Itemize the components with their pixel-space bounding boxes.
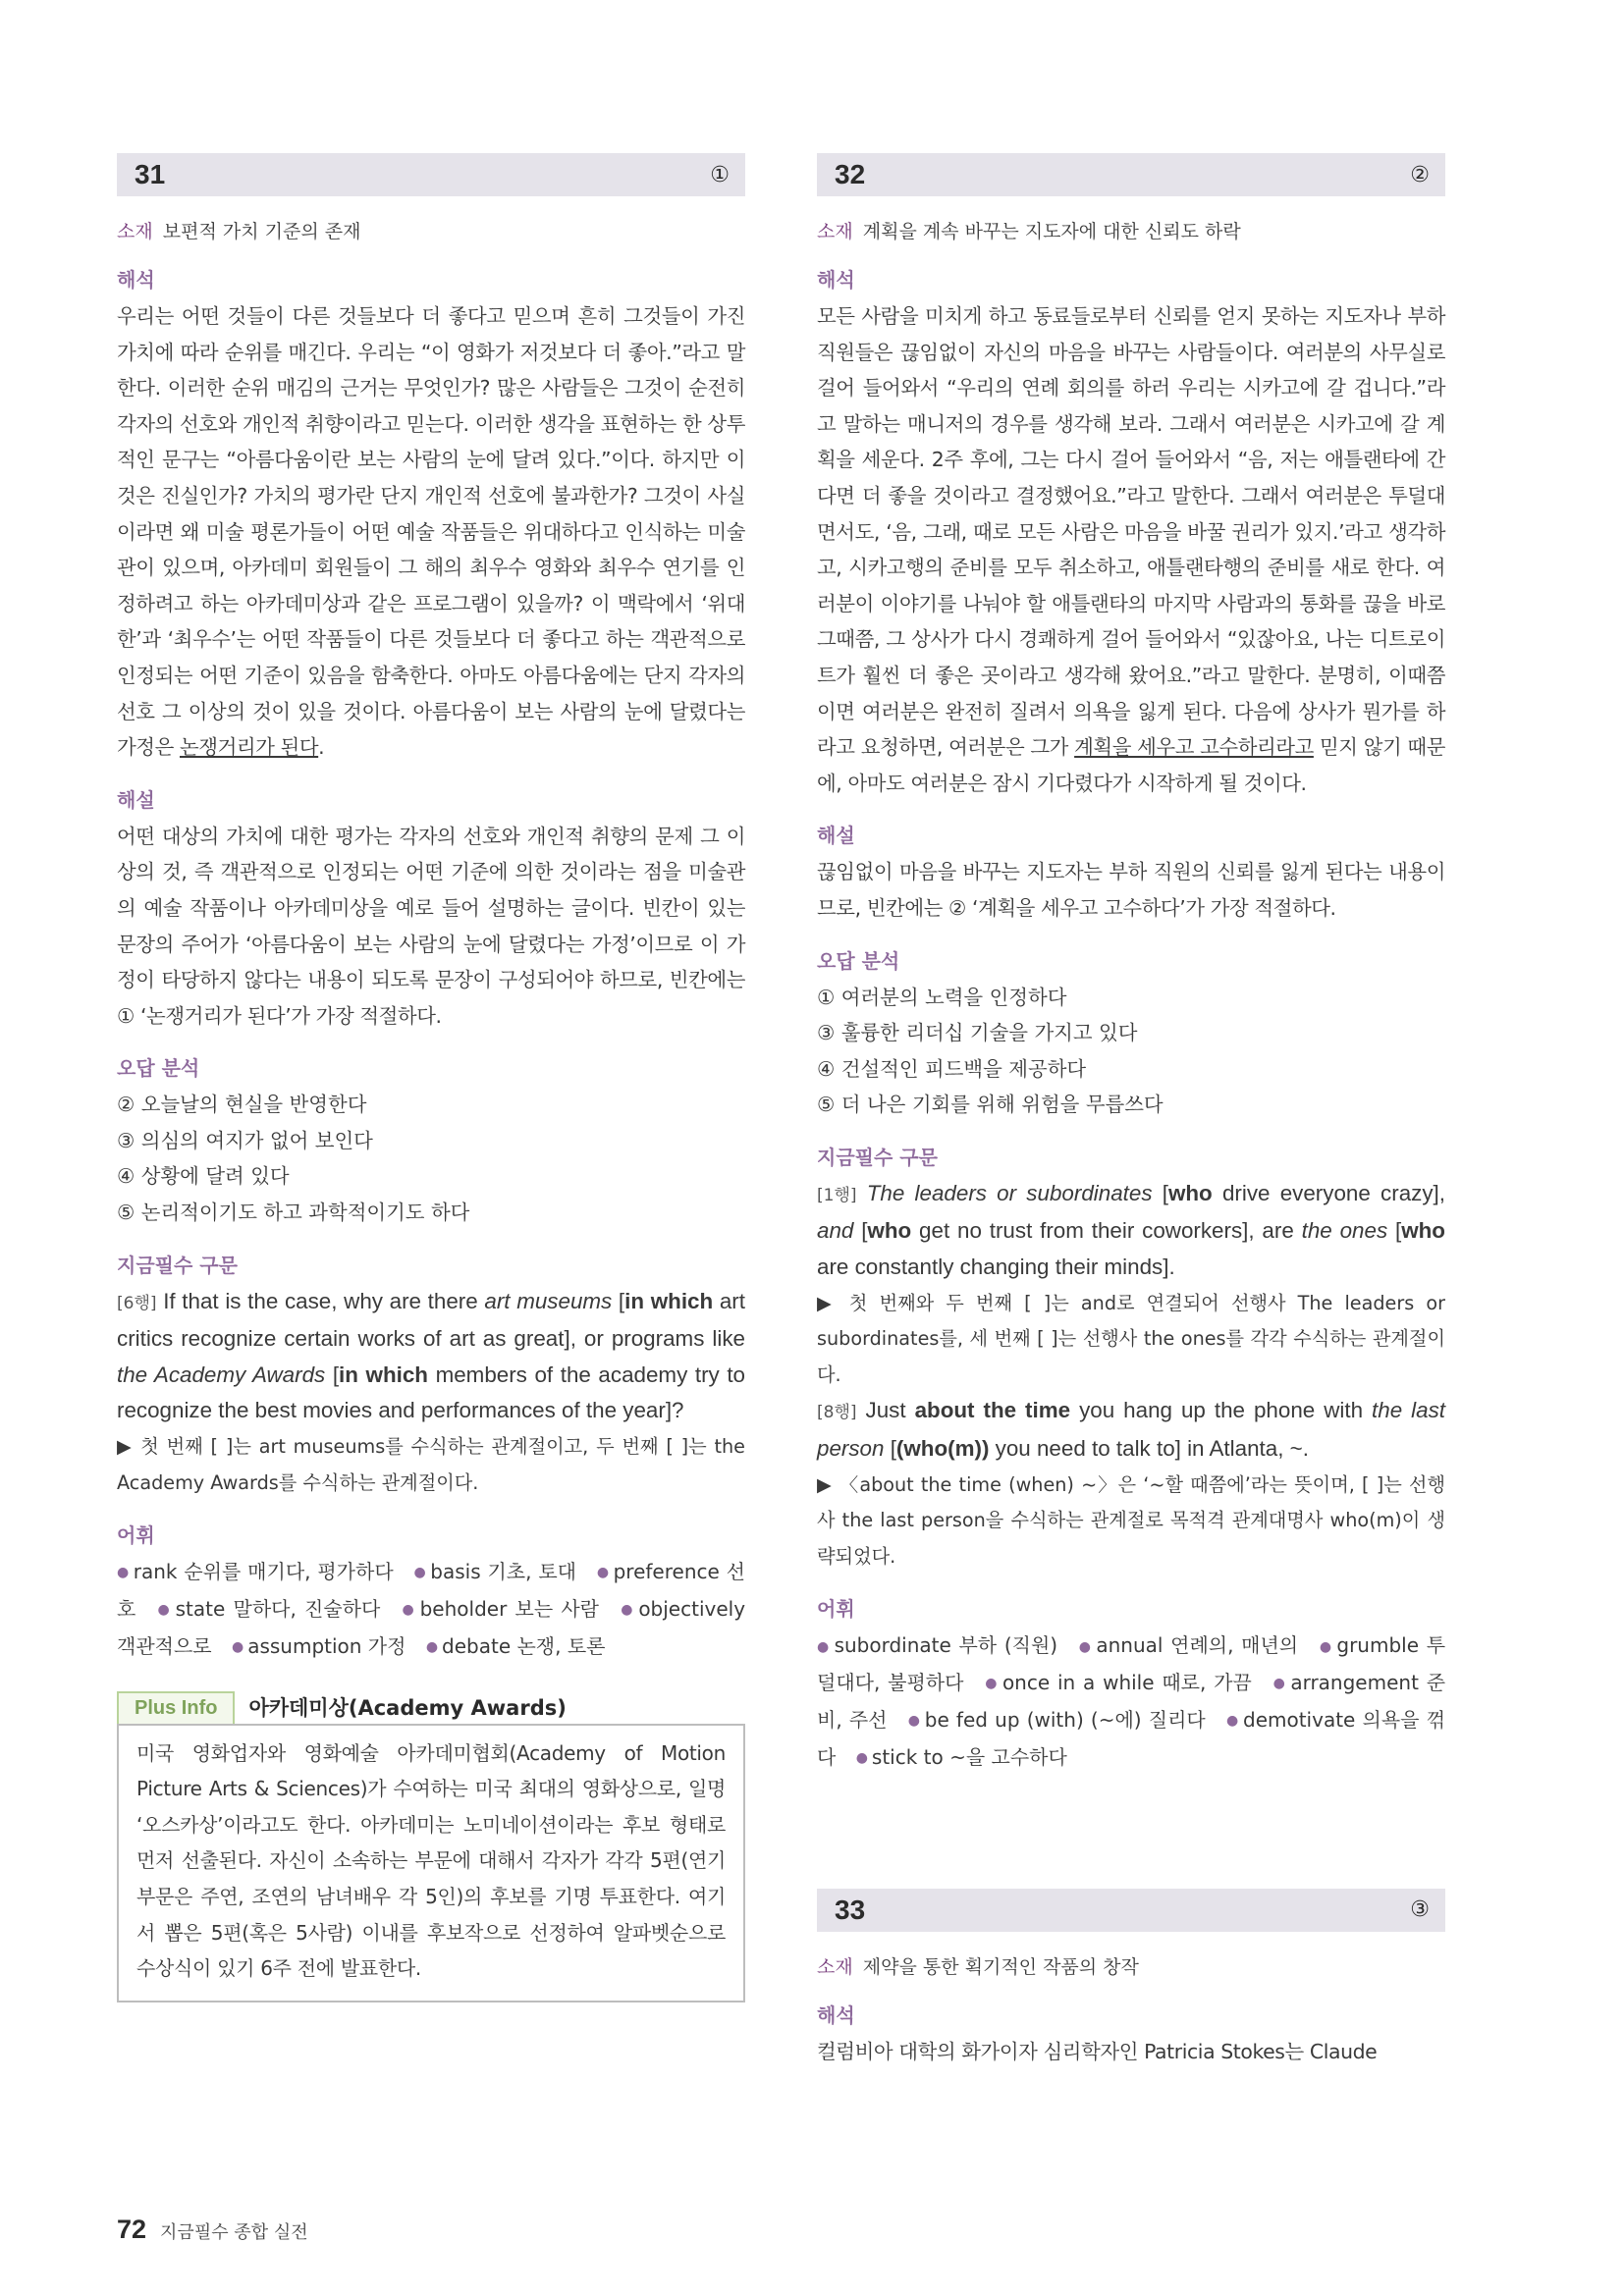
question-number: 32 xyxy=(835,159,866,189)
wrong-answer-heading: 오답 분석 xyxy=(817,948,900,973)
explanation-text: 어떤 대상의 가치에 대한 평가는 각자의 선호와 개인적 취향의 문제 그 이상의 것, 즉 객관적으로 인정되는 어떤 기준에 의한 것이라는 점을 미술관의 예술 작품이나 아카데미상을 예로 들어 설명하는 글이다. 빈칸이 있는 문장의 주어가 ‘아름다움이 보는 사람의 눈에 달렸다는 가정’이므로 이 가정이 타당하지 않다는 내용이 되도록 문장이 구성되어야 하므로, 빈칸에는 ① ‘논쟁거리가 된다’가 가장 적절하다. xyxy=(117,824,745,1028)
vocab-heading: 어휘 xyxy=(817,1597,855,1622)
plus-info-header xyxy=(117,1691,745,1724)
plus-info-box xyxy=(117,1691,745,2002)
list-item: ④ 건설적인 피드백을 제공하다 xyxy=(817,1056,1087,1081)
answer-mark: ① xyxy=(710,162,730,187)
topic-line xyxy=(817,1953,1445,1981)
syntax-note: ▶ 첫 번째 [ ]는 art museums를 수식하는 관계절이고, 두 번째 [ ]는 the Academy Awards를 수식하는 관계절이다. xyxy=(117,1435,745,1494)
translation-text: 컬럼비아 대학의 화가이자 심리학자인 Patricia Stokes는 Claude xyxy=(817,2039,1378,2063)
plus-info-body: 미국 영화업자와 영화예술 아카데미협회(Academy of Motion Picture Arts & Sciences)가 수여하는 미국 최대의 영화상으로, 일명 ‘오스카상’이라고도 한다. 아카데미는 노미네이션이라는 후보 형태로 먼저 선출된다. 자신이 소속하는 부문에 대해서 각자가 각각 5편(연기 부문은 주연, 조연의 남녀배우 각 5인)의 후보를 기명 투표한다. 여기서 뽑은 5편(혹은 5사람) 이내를 후보작으로 선정하여 알파벳순으로 수상식이 있기 6주 전에 발표한다. xyxy=(117,1724,745,2002)
book-title: 지금필수 종합 실전 xyxy=(160,2222,308,2243)
vocab-item: ● assumption 가정 xyxy=(231,1633,406,1658)
question-32-header xyxy=(817,153,1445,196)
vocab-item: ● grumble 투덜대다, 불평하다 xyxy=(817,1633,1446,1695)
topic-text: 계획을 계속 바꾸는 지도자에 대한 신뢰도 하락 xyxy=(862,221,1241,242)
wrong-answer-heading: 오답 분석 xyxy=(117,1056,200,1081)
topic-text: 제약을 통한 획기적인 작품의 창작 xyxy=(862,1955,1139,1978)
syntax-heading: 지금필수 구문 xyxy=(117,1253,238,1277)
list-item: ③ 의심의 여지가 없어 보인다 xyxy=(117,1128,373,1152)
wrong-answer-list xyxy=(117,1087,745,1230)
topic-tag: 소재 xyxy=(817,1955,853,1978)
vocab-list xyxy=(817,1628,1445,1776)
syntax-sentence: [6행] If that is the case, why are there art museums [in which art critics recognize certain works of art as great], or programs like the Academy Awards [in which members of the academy try to recognize the best movies and performances of the year]? xyxy=(117,1288,745,1423)
vocab-item: ● basis 기초, 토대 xyxy=(413,1560,576,1584)
wrong-answer-list xyxy=(817,980,1445,1123)
vocab-item: ● rank 순위를 매기다, 평가하다 xyxy=(117,1560,394,1584)
vocab-heading: 어휘 xyxy=(117,1523,155,1548)
blank-answer-underline: 계획을 세우고 고수하리라고 xyxy=(1074,735,1314,760)
vocab-item: ● state 말하다, 진술하다 xyxy=(157,1597,381,1622)
explanation-heading: 해설 xyxy=(817,824,855,848)
translation-text: 모든 사람을 미치게 하고 동료들로부터 신뢰를 얻지 못하는 지도자나 부하 직원들은 끊임없이 자신의 마음을 바꾸는 사람들이다. 여러분의 사무실로 걸어 들어와서 “우리의 연례 회의를 하러 우리는 시카고에 갈 겁니다.”라고 말하는 매니저의 경우를 생각해 보라. 그래서 여러분은 시카고에 갈 계획을 세운다. 2주 후에, 그는 다시 걸어 들어와서 “음, 저는 애틀랜타에 간다면 더 좋을 것이라고 결정했어요.”라고 말한다. 그래서 여러분은 투덜대면서도, ‘음, 그래, 때로 모든 사람은 마음을 바꿀 권리가 있지.’라고 생각하고, 시카고행의 준비를 모두 취소하고, 애틀랜타행의 준비를 새로 한다. 여러분이 이야기를 나눠야 할 애틀랜타의 마지막 사람과의 통화를 끊을 바로 그때쯤, 그 상사가 다시 경쾌하게 걸어 들어와서 “있잖아요, 나는 디트로이트가 훨씬 더 좋은 곳이라고 생각해 왔어요.”라고 말한다. 분명히, 이때쯤이면 여러분은 완전히 질려서 의욕을 잃게 된다. 다음에 상사가 뭔가를 하라고 요청하면, 여러분은 그가 계획을 세우고 고수하리라고 믿지 않기 때문에, 아마도 여러분은 잠시 기다렸다가 시작하게 될 것이다. xyxy=(817,304,1446,795)
topic-line xyxy=(117,218,745,245)
topic-tag: 소재 xyxy=(817,221,853,242)
translation-heading: 해석 xyxy=(117,268,155,292)
vocab-item: ● subordinate 부하 (직원) xyxy=(817,1633,1058,1658)
right-column xyxy=(817,153,1445,2069)
vocab-item: ● debate 논쟁, 토론 xyxy=(425,1633,606,1658)
list-item: ③ 훌륭한 리더십 기술을 가지고 있다 xyxy=(817,1021,1138,1045)
explanation-text: 끊임없이 마음을 바꾸는 지도자는 부하 직원의 신뢰를 잃게 된다는 내용이므로, 빈칸에는 ② ‘계획을 세우고 고수하다’가 가장 적절하다. xyxy=(817,860,1445,920)
question-33-header xyxy=(817,1889,1445,1932)
topic-text: 보편적 가치 기준의 존재 xyxy=(162,221,361,242)
vocab-list xyxy=(117,1554,745,1665)
blank-answer-underline: 논쟁거리가 된다 xyxy=(179,735,319,760)
list-item: ① 여러분의 노력을 인정하다 xyxy=(817,985,1067,1009)
vocab-item: ● stick to ~을 고수하다 xyxy=(855,1744,1067,1769)
plus-info-title: 아카데미상(Academy Awards) xyxy=(248,1696,567,1721)
question-33-section xyxy=(817,1889,1445,2070)
translation-text: 우리는 어떤 것들이 다른 것들보다 더 좋다고 믿으며 흔히 그것들이 가진 가치에 따라 순위를 매긴다. 우리는 “이 영화가 저것보다 더 좋아.”라고 말한다. 이러한 순위 매김의 근거는 무엇인가? 많은 사람들은 그것이 순전히 각자의 선호와 개인적 취향이라고 믿는다. 이러한 생각을 표현하는 한 상투적인 문구는 “아름다움이란 보는 사람의 눈에 달려 있다.”이다. 하지만 이것은 진실인가? 가치의 평가란 단지 개인적 선호에 불과한가? 그것이 사실이라면 왜 미술 평론가들이 어떤 예술 작품들은 위대하다고 인식하는 미술관이 있으며, 아카데미 회원들이 그 해의 최우수 영화와 최우수 연기를 인정하려고 하는 아카데미상과 같은 프로그램이 있을까? 이 맥락에서 ‘위대한’과 ‘최우수’는 어떤 작품들이 다른 것들보다 더 좋다고 하는 객관적으로 인정되는 어떤 기준이 있음을 함축한다. 아마도 아름다움에는 단지 각자의 선호 그 이상의 것이 있을 것이다. 아름다움이 보는 사람의 눈에 달렸다는 가정은 논쟁거리가 된다. xyxy=(117,304,745,760)
answer-mark: ② xyxy=(1410,162,1430,187)
explanation-heading: 해설 xyxy=(117,787,155,812)
vocab-item: ● annual 연례의, 매년의 xyxy=(1078,1633,1299,1658)
syntax-sentence: [1행] The leaders or subordinates [who drive everyone crazy], and [who get no trust from their coworkers], are the ones [who are constantly changing their minds]. xyxy=(817,1180,1445,1280)
syntax-note: ▶ 첫 번째와 두 번째 [ ]는 and로 연결되어 선행사 The leaders or subordinates를, 세 번째 [ ]는 선행사 the ones를 각각 수식하는 관계절이다. xyxy=(817,1291,1445,1386)
vocab-item: ● demotivate 의욕을 꺾다 xyxy=(817,1708,1446,1769)
syntax-note: ▶ 〈about the time (when) ~〉은 ‘~할 때쯤에’라는 뜻이며, [ ]는 선행사 the last person을 수식하는 관계절로 목적격 관계대명사 who(m)이 생략되었다. xyxy=(817,1472,1445,1568)
left-column xyxy=(117,153,745,2002)
question-number: 33 xyxy=(835,1894,866,1925)
vocab-item: ● objectively 객관적으로 xyxy=(117,1597,746,1658)
list-item: ⑤ 더 나은 기회를 위해 위험을 무릅쓰다 xyxy=(817,1093,1164,1117)
vocab-item: ● be fed up (with) (~에) 질리다 xyxy=(907,1708,1206,1732)
page-number: 72 xyxy=(117,2215,147,2244)
syntax-sentence: [8행] Just about the time you hang up the phone with the last person [(who(m)) you need to talk to] in Atlanta, ~. xyxy=(817,1398,1445,1462)
vocab-item: ● beholder 보는 사람 xyxy=(402,1597,600,1622)
list-item: ② 오늘날의 현실을 반영한다 xyxy=(117,1093,367,1117)
list-item: ⑤ 논리적이기도 하고 과학적이기도 하다 xyxy=(117,1201,470,1225)
vocab-item: ● preference 선호 xyxy=(117,1560,745,1622)
vocab-item: ● arrangement 준비, 주선 xyxy=(817,1671,1446,1732)
syntax-heading: 지금필수 구문 xyxy=(817,1145,938,1169)
topic-tag: 소재 xyxy=(117,221,153,242)
translation-heading: 해석 xyxy=(817,268,855,292)
plus-info-tab: Plus Info xyxy=(117,1691,235,1724)
answer-mark: ③ xyxy=(1410,1897,1430,1923)
page-footer xyxy=(117,2215,308,2245)
list-item: ④ 상황에 달려 있다 xyxy=(117,1164,290,1189)
translation-heading: 해석 xyxy=(817,2002,855,2027)
topic-line xyxy=(817,218,1445,245)
vocab-item: ● once in a while 때로, 가끔 xyxy=(985,1671,1252,1695)
question-number: 31 xyxy=(135,159,166,189)
question-31-header xyxy=(117,153,745,196)
